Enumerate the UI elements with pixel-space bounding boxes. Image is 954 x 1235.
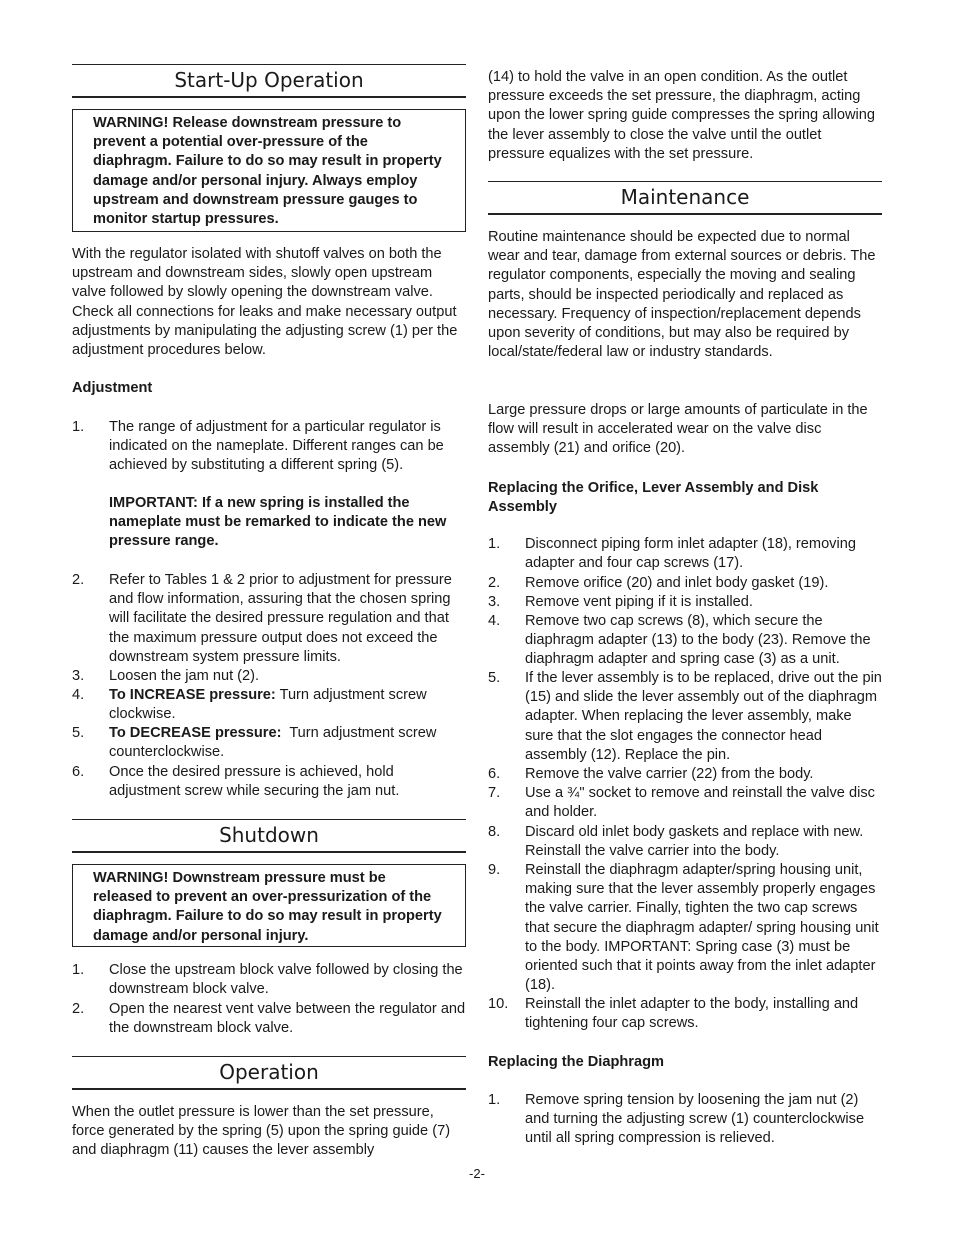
startup-intro: With the regulator isolated with shutoff valves on both the upstream and downstream sides, slowly open upstream valve followed by slowly opening the downstream valve. Check all connections for leaks and make necessary output adjustments by manipulating the adjusting screw (1) per the adjustment procedures below. [72,246,458,359]
step-number: 7. [488,785,501,801]
replace-diaphragm-heading: Replacing the Diaphragm [488,1054,664,1070]
step-text: If the lever assembly is to be replaced, drive out the pin (15) and slide the lever assembly out of the diaphragm adapter. When replacing the lever assembly, make sure that the slot engages the connector head assembly (12). Replace the pin. [525,670,882,763]
maintenance-heading: Maintenance [488,181,882,215]
operation-heading: Operation [72,1056,466,1090]
step-text [109,686,466,724]
step-text: Remove two cap screws (8), which secure the diaphragm adapter (13) to the body (23). Remove the diaphragm adapter and spring case (3) as a unit. [525,613,871,668]
step-text: Remove vent piping if it is installed. [525,594,753,610]
step-number: 4. [488,613,501,629]
operation-text: When the outlet pressure is lower than the set pressure, force generated by the spring (5) upon the spring guide (7) and diaphragm (11) causes the lever assembly [72,1104,451,1159]
step-number: 9. [488,862,501,878]
step-text: Open the nearest vent valve between the regulator and the downstream block valve. [109,1001,466,1037]
shutdown-warning-box: WARNING! Downstream pressure must be released to prevent an over-pressurization of the diaphragm. Failure to do so may result in property damage and/or personal injury. [72,864,466,947]
step-number: 2. [72,572,85,588]
startup-heading: Start-Up Operation [72,64,466,98]
step-text: Reinstall the diaphragm adapter/spring housing unit, making sure that the lever assembly properly engages the valve carrier. Finally, tighten the two cap screws that secure the diaphragm adapter/ spring housing unit to the body. IMPORTANT: Spring case (3) must be oriented such that it points away from the inlet adapter (18). [525,862,879,994]
step-number: 1. [488,536,501,552]
increase-text: Turn adjustment screw clockwise. [109,687,427,723]
increase-label: To INCREASE pressure: [109,687,276,703]
step-number: 2. [488,575,501,591]
step-number: 2. [72,1001,85,1017]
step-text: Disconnect piping form inlet adapter (18), removing adapter and four cap screws (17). [525,536,856,572]
step-number: 5. [72,725,85,741]
step-number: 1. [72,962,85,978]
operation-continued: (14) to hold the valve in an open condition. As the outlet pressure exceeds the set pressure, the diaphragm, acting upon the lower spring guide compresses the spring allowing the lever assembly to close the valve until the outlet pressure equalizes with the set pressure. [488,69,875,162]
startup-warning-box: WARNING! Release downstream pressure to prevent a potential over-pressure of the diaphragm. Failure to do so may result in property damage and/or personal injury. Always employ upstream and downstream pressure gauges to monitor startup pressures. [72,109,466,232]
page-number: -2- [469,1166,485,1181]
step-number: 8. [488,824,501,840]
step-text: Close the upstream block valve followed by closing the downstream block valve. [109,962,463,998]
step-number: 3. [488,594,501,610]
maintenance-para-2: Large pressure drops or large amounts of particulate in the flow will result in accelerated wear on the valve disc assembly (21) and orifice (20). [488,402,868,457]
replace-orifice-heading: Replacing the Orifice, Lever Assembly and Disk Assembly [488,480,819,516]
step-number: 1. [72,419,85,435]
step-text: Discard old inlet body gaskets and replace with new. Reinstall the valve carrier into the body. [525,824,864,860]
step-text: Use a ¾" socket to remove and reinstall the valve disc and holder. [525,785,875,821]
step-text: The range of adjustment for a particular regulator is indicated on the nameplate. Different ranges can be achieved by substituting a different spring (5). [109,419,444,474]
decrease-label: To DECREASE pressure: [109,725,282,741]
step-text: Reinstall the inlet adapter to the body, installing and tightening four cap screws. [525,996,859,1032]
step-number: 3. [72,668,85,684]
step-text: Remove orifice (20) and inlet body gasket (19). [525,575,829,591]
step-number: 1. [488,1092,501,1108]
step-number: 4. [72,687,85,703]
shutdown-heading: Shutdown [72,819,466,853]
step-number: 6. [72,764,85,780]
step-text: Once the desired pressure is achieved, hold adjustment screw while securing the jam nut. [109,764,400,800]
adjustment-heading: Adjustment [72,380,153,396]
step-number: 10. [488,996,509,1012]
step-number: 6. [488,766,501,782]
step-text: Loosen the jam nut (2). [109,668,260,684]
step-text [109,724,466,762]
step-text: Remove the valve carrier (22) from the body. [525,766,814,782]
step-text: Remove spring tension by loosening the jam nut (2) and turning the adjusting screw (1) counterclockwise until all spring compression is relieved. [525,1092,865,1147]
step-text: Refer to Tables 1 & 2 prior to adjustment for pressure and flow information, assuring that the chosen spring will facilitate the desired pressure regulation and that the maximum pressure output does not exceed the downstream system pressure limits. [109,572,452,665]
step-number: 5. [488,670,501,686]
maintenance-para-1: Routine maintenance should be expected due to normal wear and tear, damage from external sources or debris. The regulator components, especially the moving and sealing parts, should be inspected periodically and replaced as necessary. Frequency of inspection/replacement depends upon severity of conditions, but may also be required by local/state/federal law or industry standards. [488,229,876,361]
decrease-text: Turn adjustment screw counterclockwise. [109,725,441,761]
important-note: IMPORTANT: If a new spring is installed the nameplate must be remarked to indicate the new pressure range. [109,495,447,550]
